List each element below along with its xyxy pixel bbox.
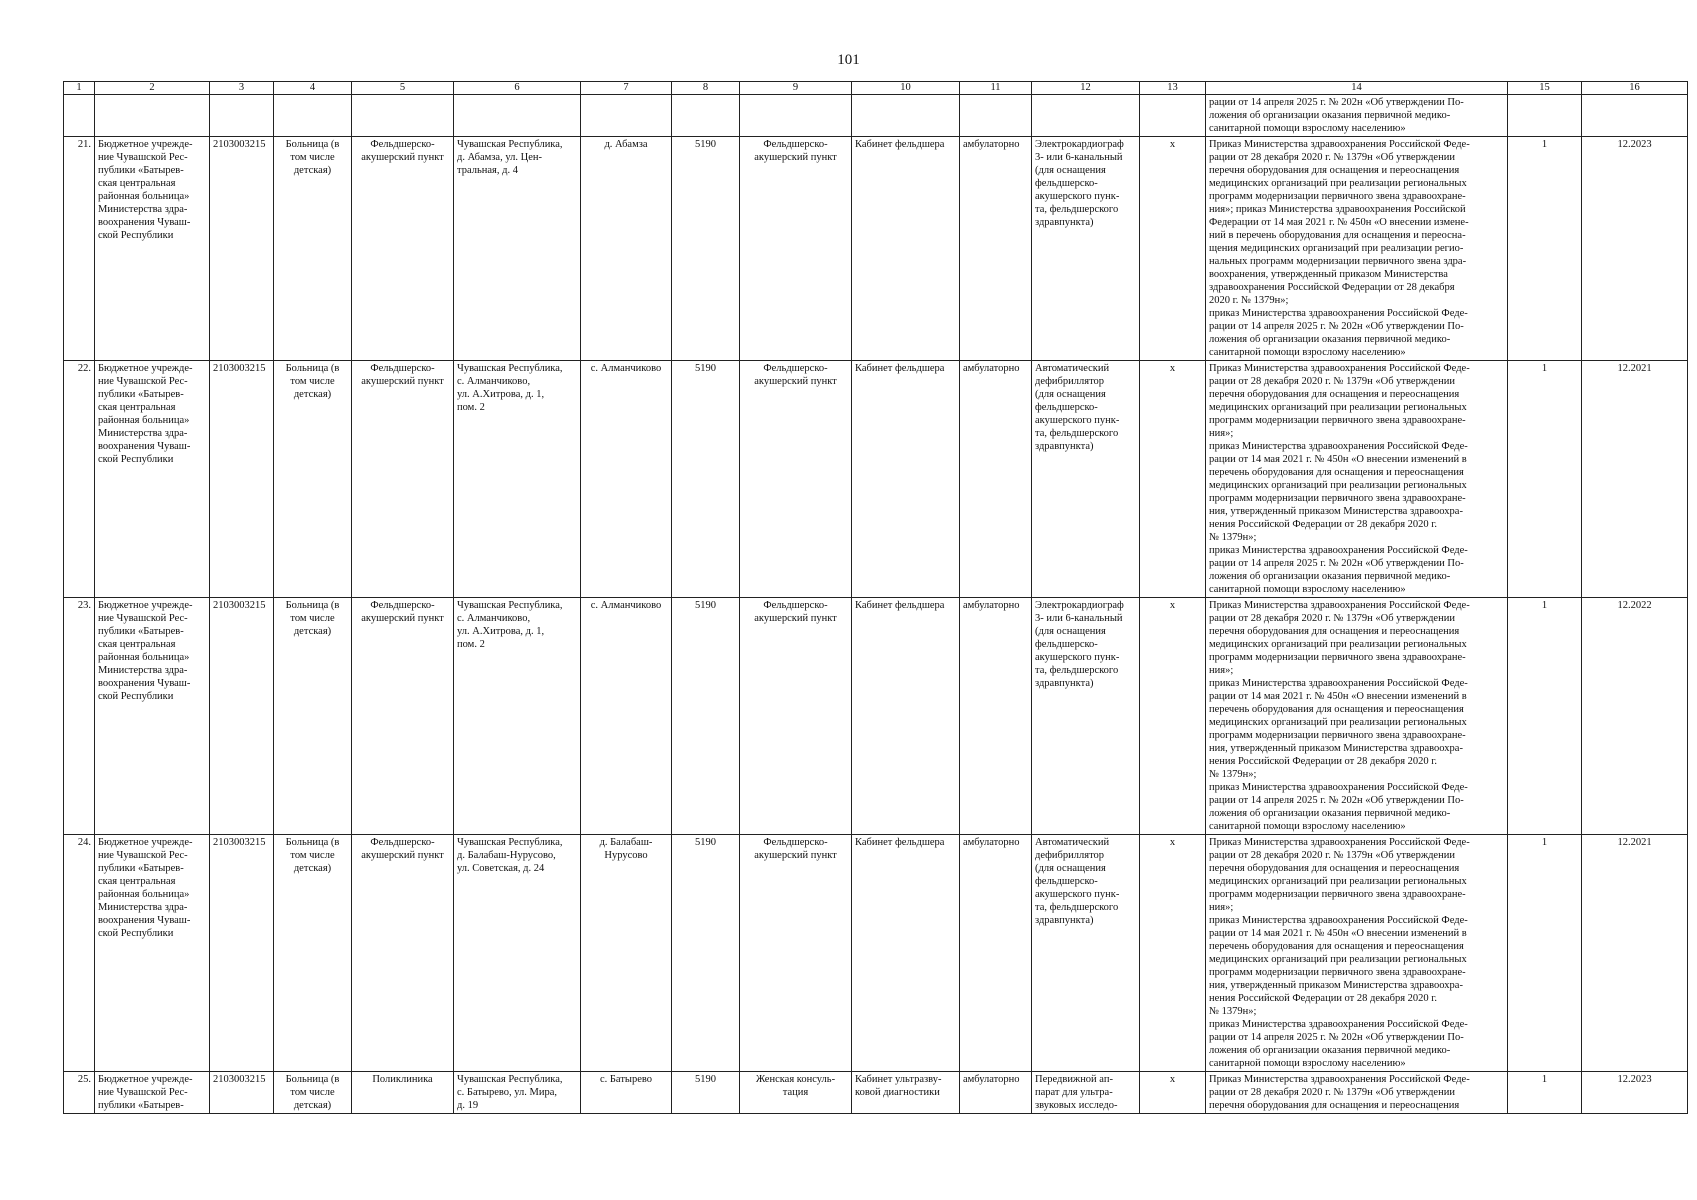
column-13-mark-cell: x [1140, 835, 1206, 1072]
care-mode-cell: амбулаторно [960, 598, 1032, 835]
legal-basis-cell: Приказ Министерства здравоохранения Российской Феде- рации от 28 декабря 2020 г. № 1379н «Об утверждении перечня оборудования для оснащения и переоснащения медицинских организаций при реализации региональных программ модернизации первичного звена здравоохране- ния»; приказ Министерства здравоохранения Российской Федерации от 14 мая 2021 г. № 450н «О внесении измене- ний в перечень оборудования для оснащения и переосна- щения медицинских организаций при реализации регио- нальных программ модернизации первичного звена здра- воохранения, утвержденный приказом Министерства здравоохранения Российской Федерации от 28 декабря 2020 г. № 1379н»; приказ Министерства здравоохранения Российской Феде- рации от 14 апреля 2025 г. № 202н «Об утверждении По- ложения об организации оказания первичной медико- санитарной помощи взрослому населению» [1206, 137, 1508, 361]
room-cell: Кабинет фельдшера [852, 598, 960, 835]
continuation-basis: рации от 14 апреля 2025 г. № 202н «Об утверждении По- ложения об организации оказания первичной медико- санитарной помощи взрослому населению» [1206, 95, 1508, 137]
room-cell: Кабинет фельдшера [852, 835, 960, 1072]
table-row [64, 598, 1688, 835]
legal-basis-cell: Приказ Министерства здравоохранения Российской Феде- рации от 28 декабря 2020 г. № 1379н «Об утверждении перечня оборудования для оснащения и переоснащения медицинских организаций при реализации региональных программ модернизации первичного звена здравоохране- ния»; приказ Министерства здравоохранения Российской Феде- рации от 14 мая 2021 г. № 450н «О внесении изменений в перечень оборудования для оснащения и переоснащения медицинских организаций при реализации региональных программ модернизации первичного звена здравоохране- ния, утвержденный приказом Министерства здравоохра- нения Российской Федерации от 28 декабря 2020 г. № 1379н»; приказ Министерства здравоохранения Российской Феде- рации от 14 апреля 2025 г. № 202н «Об утверждении По- ложения об организации оказания первичной медико- санитарной помощи взрослому населению» [1206, 835, 1508, 1072]
column-number: 16 [1582, 82, 1688, 95]
organization-name-cell: Бюджетное учрежде- ние Чувашской Рес- публики «Батырев- ская центральная районная больница» Министерства здра- воохранения Чуваш- ской Республики [95, 835, 210, 1072]
institution-type-cell: Больница (в том числе детская) [274, 835, 352, 1072]
subunit-cell: Женская консуль- тация [740, 1072, 852, 1114]
inn-code-cell: 2103003215 [210, 1072, 274, 1114]
care-mode-cell: амбулаторно [960, 1072, 1032, 1114]
page-number: 101 [837, 52, 860, 68]
date-cell: 12.2021 [1582, 835, 1688, 1072]
legal-basis-cell: Приказ Министерства здравоохранения Российской Феде- рации от 28 декабря 2020 г. № 1379н «Об утверждении перечня оборудования для оснащения и переоснащения медицинских организаций при реализации региональных программ модернизации первичного звена здравоохране- ния»; приказ Министерства здравоохранения Российской Феде- рации от 14 мая 2021 г. № 450н «О внесении изменений в перечень оборудования для оснащения и переоснащения медицинских организаций при реализации региональных программ модернизации первичного звена здравоохране- ния, утвержденный приказом Министерства здравоохра- нения Российской Федерации от 28 декабря 2020 г. № 1379н»; приказ Министерства здравоохранения Российской Феде- рации от 14 апреля 2025 г. № 202н «Об утверждении По- ложения об организации оказания первичной медико- санитарной помощи взрослому населению» [1206, 598, 1508, 835]
column-number: 5 [352, 82, 454, 95]
column-number: 1 [64, 82, 95, 95]
locality-cell: с. Батырево [581, 1072, 672, 1114]
locality-cell: д. Абамза [581, 137, 672, 361]
column-number: 8 [672, 82, 740, 95]
quantity-cell: 1 [1508, 1072, 1582, 1114]
care-mode-cell: амбулаторно [960, 137, 1032, 361]
structural-unit-cell: Фельдшерско- акушерский пункт [352, 598, 454, 835]
date-cell: 12.2021 [1582, 361, 1688, 598]
column-number: 2 [95, 82, 210, 95]
quantity-cell: 1 [1508, 598, 1582, 835]
column-13-mark-cell: x [1140, 1072, 1206, 1114]
code-cell: 5190 [672, 1072, 740, 1114]
address-cell: Чувашская Республика, д. Балабаш-Нурусово, ул. Советская, д. 24 [454, 835, 581, 1072]
subunit-cell: Фельдшерско- акушерский пункт [740, 361, 852, 598]
column-number: 14 [1206, 82, 1508, 95]
table-row [64, 835, 1688, 1072]
code-cell: 5190 [672, 598, 740, 835]
subunit-cell: Фельдшерско- акушерский пункт [740, 835, 852, 1072]
address-cell: Чувашская Республика, д. Абамза, ул. Цен- тральная, д. 4 [454, 137, 581, 361]
equipment-cell: Автоматический дефибриллятор (для оснащения фельдшерско- акушерского пунк- та, фельдшерского здравпункта) [1032, 361, 1140, 598]
address-cell: Чувашская Республика, с. Алманчиково, ул. А.Хитрова, д. 1, пом. 2 [454, 361, 581, 598]
row-number-cell: 21. [64, 137, 95, 361]
locality-cell: с. Алманчиково [581, 598, 672, 835]
care-mode-cell: амбулаторно [960, 361, 1032, 598]
date-cell: 12.2022 [1582, 598, 1688, 835]
quantity-cell: 1 [1508, 835, 1582, 1072]
room-cell: Кабинет ультразву- ковой диагностики [852, 1072, 960, 1114]
subunit-cell: Фельдшерско- акушерский пункт [740, 137, 852, 361]
room-cell: Кабинет фельдшера [852, 137, 960, 361]
column-number: 9 [740, 82, 852, 95]
quantity-cell: 1 [1508, 137, 1582, 361]
room-cell: Кабинет фельдшера [852, 361, 960, 598]
legal-basis-cell: Приказ Министерства здравоохранения Российской Феде- рации от 28 декабря 2020 г. № 1379н «Об утверждении перечня оборудования для оснащения и переоснащения [1206, 1072, 1508, 1114]
organization-name-cell: Бюджетное учрежде- ние Чувашской Рес- публики «Батырев- [95, 1072, 210, 1114]
date-cell: 12.2023 [1582, 1072, 1688, 1114]
column-number: 7 [581, 82, 672, 95]
equipment-cell: Электрокардиограф 3- или 6-канальный (для оснащения фельдшерско- акушерского пунк- та, фельдшерского здравпункта) [1032, 137, 1140, 361]
column-number: 13 [1140, 82, 1206, 95]
column-13-mark-cell: x [1140, 361, 1206, 598]
organization-name-cell: Бюджетное учрежде- ние Чувашской Рес- публики «Батырев- ская центральная районная больница» Министерства здра- воохранения Чуваш- ской Республики [95, 598, 210, 835]
quantity-cell: 1 [1508, 361, 1582, 598]
subunit-cell: Фельдшерско- акушерский пункт [740, 598, 852, 835]
column-number: 15 [1508, 82, 1582, 95]
organization-name-cell: Бюджетное учрежде- ние Чувашской Рес- публики «Батырев- ская центральная районная больница» Министерства здра- воохранения Чуваш- ской Республики [95, 137, 210, 361]
address-cell: Чувашская Республика, с. Батырево, ул. Мира, д. 19 [454, 1072, 581, 1114]
column-number: 12 [1032, 82, 1140, 95]
inn-code-cell: 2103003215 [210, 598, 274, 835]
row-number-cell: 22. [64, 361, 95, 598]
row-number-cell: 23. [64, 598, 95, 835]
equipment-cell: Передвижной ап- парат для ультра- звуковых исследо- [1032, 1072, 1140, 1114]
column-number: 3 [210, 82, 274, 95]
institution-type-cell: Больница (в том числе детская) [274, 598, 352, 835]
organization-name-cell: Бюджетное учрежде- ние Чувашской Рес- публики «Батырев- ская центральная районная больница» Министерства здра- воохранения Чуваш- ской Республики [95, 361, 210, 598]
code-cell: 5190 [672, 137, 740, 361]
code-cell: 5190 [672, 361, 740, 598]
column-number: 4 [274, 82, 352, 95]
column-number: 10 [852, 82, 960, 95]
table-row [64, 361, 1688, 598]
structural-unit-cell: Поликлиника [352, 1072, 454, 1114]
row-number-cell: 25. [64, 1072, 95, 1114]
column-number-row [64, 82, 1688, 95]
legal-basis-cell: Приказ Министерства здравоохранения Российской Феде- рации от 28 декабря 2020 г. № 1379н «Об утверждении перечня оборудования для оснащения и переоснащения медицинских организаций при реализации региональных программ модернизации первичного звена здравоохране- ния»; приказ Министерства здравоохранения Российской Феде- рации от 14 мая 2021 г. № 450н «О внесении изменений в перечень оборудования для оснащения и переоснащения медицинских организаций при реализации региональных программ модернизации первичного звена здравоохране- ния, утвержденный приказом Министерства здравоохра- нения Российской Федерации от 28 декабря 2020 г. № 1379н»; приказ Министерства здравоохранения Российской Феде- рации от 14 апреля 2025 г. № 202н «Об утверждении По- ложения об организации оказания первичной медико- санитарной помощи взрослому населению» [1206, 361, 1508, 598]
equipment-table [63, 81, 1688, 1114]
equipment-cell: Электрокардиограф 3- или 6-канальный (для оснащения фельдшерско- акушерского пунк- та, фельдшерского здравпункта) [1032, 598, 1140, 835]
column-number: 11 [960, 82, 1032, 95]
institution-type-cell: Больница (в том числе детская) [274, 361, 352, 598]
inn-code-cell: 2103003215 [210, 137, 274, 361]
date-cell: 12.2023 [1582, 137, 1688, 361]
structural-unit-cell: Фельдшерско- акушерский пункт [352, 137, 454, 361]
address-cell: Чувашская Республика, с. Алманчиково, ул. А.Хитрова, д. 1, пом. 2 [454, 598, 581, 835]
structural-unit-cell: Фельдшерско- акушерский пункт [352, 835, 454, 1072]
structural-unit-cell: Фельдшерско- акушерский пункт [352, 361, 454, 598]
table-row [64, 1072, 1688, 1114]
inn-code-cell: 2103003215 [210, 835, 274, 1072]
institution-type-cell: Больница (в том числе детская) [274, 1072, 352, 1114]
equipment-cell: Автоматический дефибриллятор (для оснащения фельдшерско- акушерского пунк- та, фельдшерского здравпункта) [1032, 835, 1140, 1072]
inn-code-cell: 2103003215 [210, 361, 274, 598]
continuation-row [64, 95, 1688, 137]
row-number-cell: 24. [64, 835, 95, 1072]
institution-type-cell: Больница (в том числе детская) [274, 137, 352, 361]
column-13-mark-cell: x [1140, 598, 1206, 835]
table-row [64, 137, 1688, 361]
locality-cell: д. Балабаш- Нурусово [581, 835, 672, 1072]
column-number: 6 [454, 82, 581, 95]
code-cell: 5190 [672, 835, 740, 1072]
care-mode-cell: амбулаторно [960, 835, 1032, 1072]
column-13-mark-cell: x [1140, 137, 1206, 361]
locality-cell: с. Алманчиково [581, 361, 672, 598]
